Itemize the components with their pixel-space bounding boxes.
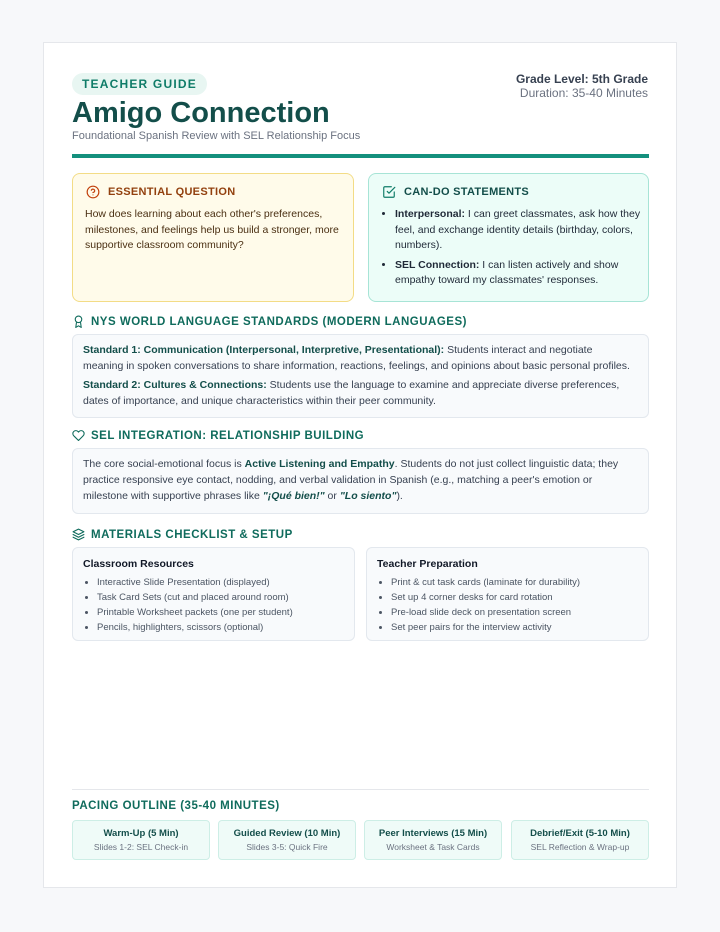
grade-level: Grade Level: 5th Grade bbox=[515, 72, 648, 86]
layers-icon bbox=[72, 528, 85, 541]
teacher-guide-page bbox=[43, 42, 677, 888]
pacing-block-title: Guided Review (10 Min) bbox=[233, 828, 341, 839]
list-item: • Set up 4 corner desks for card rotation bbox=[391, 590, 580, 605]
list-item: • Printable Worksheet packets (one per student) bbox=[97, 605, 293, 620]
pacing-block-title: Debrief/Exit (5-10 Min) bbox=[530, 828, 630, 839]
teacher-preparation-list bbox=[377, 575, 580, 635]
list-item: • Interpersonal: I can greet classmates, ask how they feel, and exchange identity details (birthday, colors, numbers). bbox=[395, 207, 650, 254]
classroom-resources-title: Classroom Resources bbox=[83, 558, 194, 570]
pacing-heading: PACING OUTLINE (35-40 MINUTES) bbox=[72, 800, 280, 812]
list-item: • Task Card Sets (cut and placed around room) bbox=[97, 590, 293, 605]
standards-heading: NYS WORLD LANGUAGE STANDARDS (MODERN LANGUAGES) bbox=[72, 315, 467, 328]
essential-question-card bbox=[72, 173, 354, 302]
pacing-block-title: Peer Interviews (15 Min) bbox=[378, 828, 488, 839]
page-subtitle: Foundational Spanish Review with SEL Relationship Focus bbox=[72, 130, 361, 142]
standard-2: Standard 2: Cultures & Connections: Students use the language to examine and appreciate diverse preferences, dates of importance, and unique characteristics within their peer community. bbox=[83, 379, 620, 407]
can-do-heading: CAN-DO STATEMENTS bbox=[404, 186, 530, 198]
can-do-card bbox=[368, 173, 649, 302]
pacing-block-detail: SEL Reflection & Wrap-up bbox=[530, 842, 630, 852]
pacing-block-title: Warm-Up (5 Min) bbox=[103, 828, 179, 839]
essential-question-heading: ESSENTIAL QUESTION bbox=[108, 186, 236, 198]
pacing-block-warmup bbox=[72, 820, 210, 860]
list-item: • Pencils, highlighters, scissors (optional) bbox=[97, 620, 293, 635]
header-divider bbox=[72, 154, 649, 158]
pacing-divider bbox=[72, 789, 649, 790]
list-item: • Set peer pairs for the interview activity bbox=[391, 620, 580, 635]
check-square-icon bbox=[382, 185, 396, 199]
pacing-block-debrief bbox=[511, 820, 649, 860]
page-title: Amigo Connection bbox=[72, 97, 330, 129]
standards-panel bbox=[72, 334, 649, 418]
pacing-block-detail: Slides 1-2: SEL Check-in bbox=[93, 842, 189, 852]
pacing-block-guided-review bbox=[218, 820, 356, 860]
teacher-preparation-card bbox=[366, 547, 649, 641]
award-icon bbox=[72, 315, 85, 328]
list-item: • SEL Connection: I can listen actively and show empathy toward my classmates' responses. bbox=[395, 258, 650, 289]
lesson-meta bbox=[516, 72, 648, 100]
can-do-header bbox=[382, 185, 529, 199]
sel-text: The core social-emotional focus is Active Listening and Empathy. Students do not just collect linguistic data; they practice responsive eye contact, nodding, and verbal validation in Spanish (e.g., matching a peer's emotion or milestone with supportive phrases like "¡Qué bien!" or "Lo siento"). bbox=[83, 458, 619, 502]
essential-question-text: How does learning about each other's preferences, milestones, and feelings help us build a stronger, more supportive classroom community? bbox=[85, 208, 339, 251]
pacing-block-detail: Slides 3-5: Quick Fire bbox=[246, 842, 328, 852]
pacing-block-peer-interviews bbox=[364, 820, 502, 860]
classroom-resources-card bbox=[72, 547, 355, 641]
materials-heading: MATERIALS CHECKLIST & SETUP bbox=[72, 528, 293, 541]
list-item: • Pre-load slide deck on presentation screen bbox=[391, 605, 580, 620]
classroom-resources-list bbox=[83, 575, 293, 635]
duration: Duration: 35-40 Minutes bbox=[519, 86, 648, 100]
list-item: • Print & cut task cards (laminate for durability) bbox=[391, 575, 580, 590]
teacher-guide-badge: TEACHER GUIDE bbox=[72, 73, 207, 95]
teacher-preparation-title: Teacher Preparation bbox=[377, 558, 478, 570]
list-item: • Interactive Slide Presentation (displayed) bbox=[97, 575, 293, 590]
sel-panel bbox=[72, 448, 649, 514]
standard-1: Standard 1: Communication (Interpersonal, Interpretive, Presentational): Students interact and negotiate meaning in spoken conversations to share information, reactions, feelings, and opinions about basic personal profiles. bbox=[83, 344, 630, 372]
can-do-list bbox=[381, 207, 650, 293]
pacing-block-detail: Worksheet & Task Cards bbox=[386, 842, 480, 852]
essential-question-header bbox=[86, 185, 235, 199]
question-circle-icon bbox=[86, 185, 100, 199]
heart-icon bbox=[72, 429, 85, 442]
sel-heading: SEL INTEGRATION: RELATIONSHIP BUILDING bbox=[72, 429, 364, 442]
